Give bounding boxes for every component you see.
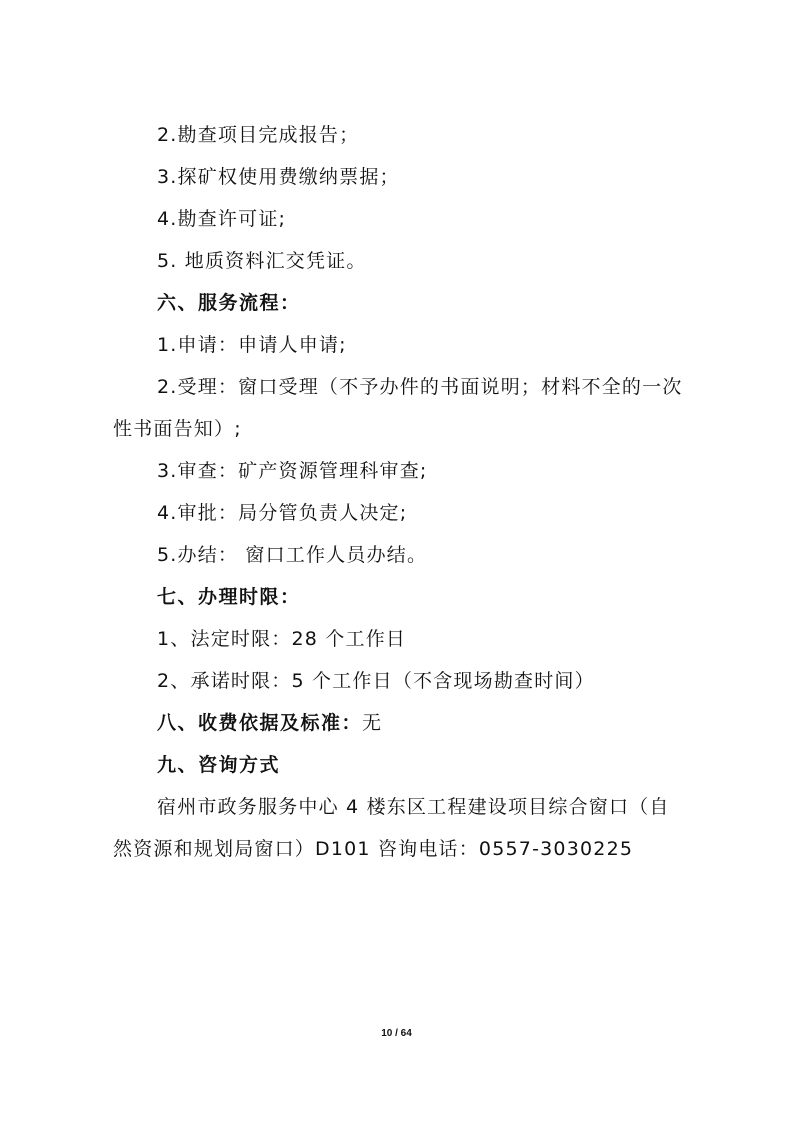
section-heading-fee: 八、收费依据及标准： <box>157 712 363 734</box>
process-step-accept: 2.受理：窗口受理（不予办件的书面说明；材料不全的一次 <box>157 376 683 398</box>
consultation-address-line1: 宿州市政务服务中心 4 楼东区工程建设项目综合窗口（自 <box>157 796 670 818</box>
material-item-3: 3.探矿权使用费缴纳票据； <box>157 166 400 188</box>
fee-standard-value: 无 <box>362 712 383 734</box>
material-item-5: 5. 地质资料汇交凭证。 <box>157 250 367 272</box>
material-item-4: 4.勘查许可证; <box>157 208 287 230</box>
page-number: 10 / 64 <box>381 1028 412 1039</box>
section-heading-consultation: 九、咨询方式 <box>157 754 281 776</box>
process-step-approve: 4.审批：局分管负责人决定; <box>157 502 408 524</box>
process-step-complete: 5.办结： 窗口工作人员办结。 <box>157 544 428 566</box>
section-heading-time-limit: 七、办理时限： <box>157 586 301 608</box>
time-limit-promised: 2、承诺时限：5 个工作日（不含现场勘查时间） <box>157 670 595 692</box>
time-limit-legal: 1、法定时限：28 个工作日 <box>157 628 407 650</box>
material-item-2: 2.勘查项目完成报告； <box>157 124 360 146</box>
process-step-apply: 1.申请：申请人申请; <box>157 334 347 356</box>
consultation-address-line2: 然资源和规划局窗口）D101 咨询电话：0557-3030225 <box>113 838 634 860</box>
process-step-review: 3.审查：矿产资源管理科审查; <box>157 460 428 482</box>
fee-standard-line <box>0 710 793 736</box>
section-heading-service-process: 六、服务流程： <box>157 292 301 314</box>
process-step-accept-continued: 性书面告知）; <box>113 418 242 440</box>
